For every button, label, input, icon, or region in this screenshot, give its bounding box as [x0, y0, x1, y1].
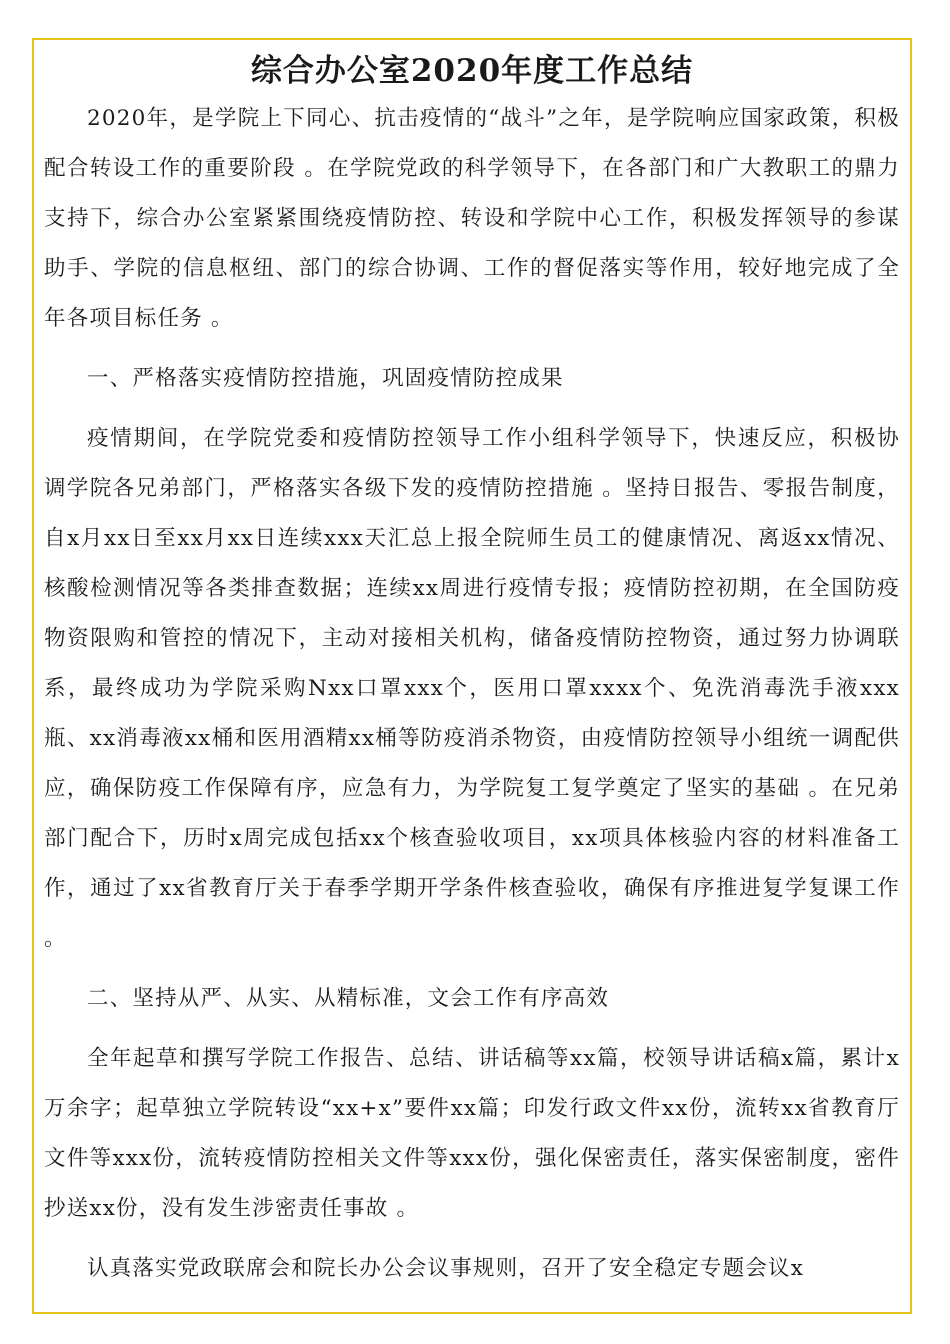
section-heading-2: 二、坚持从严、从实、从精标准，文会工作有序高效 [87, 986, 610, 1011]
paragraph-intro: 2020年，是学院上下同心、抗击疫情的“战斗”之年，是学院响应国家政策，积极配合转设工作的重要阶段 。在学院党政的科学领导下，在各部门和广大教职工的鼎力支持下，综合办公室紧紧围绕疫情防控、转设和学院中心工作，积极发挥领导的参谋助手、学院的信息枢纽、部门的综合协调、工作的督促落实等作用，较好地完成了全年各项目标任务 。 [44, 106, 900, 331]
document-title: 综合办公室2020年度工作总结 [250, 53, 694, 89]
paragraph-spacer [44, 1234, 900, 1244]
paragraph-section-2-continued: 认真落实党政联席会和院长办公会议事规则，召开了安全稳定专题会议x [87, 1256, 805, 1281]
document-body [34, 94, 910, 1294]
document-page [32, 38, 912, 1314]
paragraph-section-1: 疫情期间，在学院党委和疫情防控领导工作小组科学领导下，快速反应，积极协调学院各兄弟部门，严格落实各级下发的疫情防控措施 。坚持日报告、零报告制度，自x月xx日至xx月xx日连续xxx天汇总上报全院师生员工的健康情况、离返xx情况、核酸检测情况等各类排查数据；连续xx周进行疫情专报；疫情防控初期，在全国防疫物资限购和管控的情况下，主动对接相关机构，储备疫情防控物资，通过努力协调联系，最终成功为学院采购Nxx口罩xxx个，医用口罩xxxx个、免洗消毒洗手液xxx瓶、xx消毒液xx桶和医用酒精xx桶等防疫消杀物资，由疫情防控领导小组统一调配供应，确保防疫工作保障有序，应急有力，为学院复工复学奠定了坚实的基础 。在兄弟部门配合下，历时x周完成包括xx个核查验收项目，xx项具体核验内容的材料准备工作，通过了xx省教育厅关于春季学期开学条件核查验收，确保有序推进复学复课工作 。 [44, 426, 900, 951]
section-heading-1: 一、严格落实疫情防控措施，巩固疫情防控成果 [87, 366, 564, 391]
paragraph-section-2: 全年起草和撰写学院工作报告、总结、讲话稿等xx篇，校领导讲话稿x篇，累计x万余字；起草独立学院转设“xx+x”要件xx篇；印发行政文件xx份，流转xx省教育厅文件等xxx份，流转疫情防控相关文件等xxx份，强化保密责任，落实保密制度，密件抄送xx份，没有发生涉密责任事故 。 [44, 1046, 900, 1221]
